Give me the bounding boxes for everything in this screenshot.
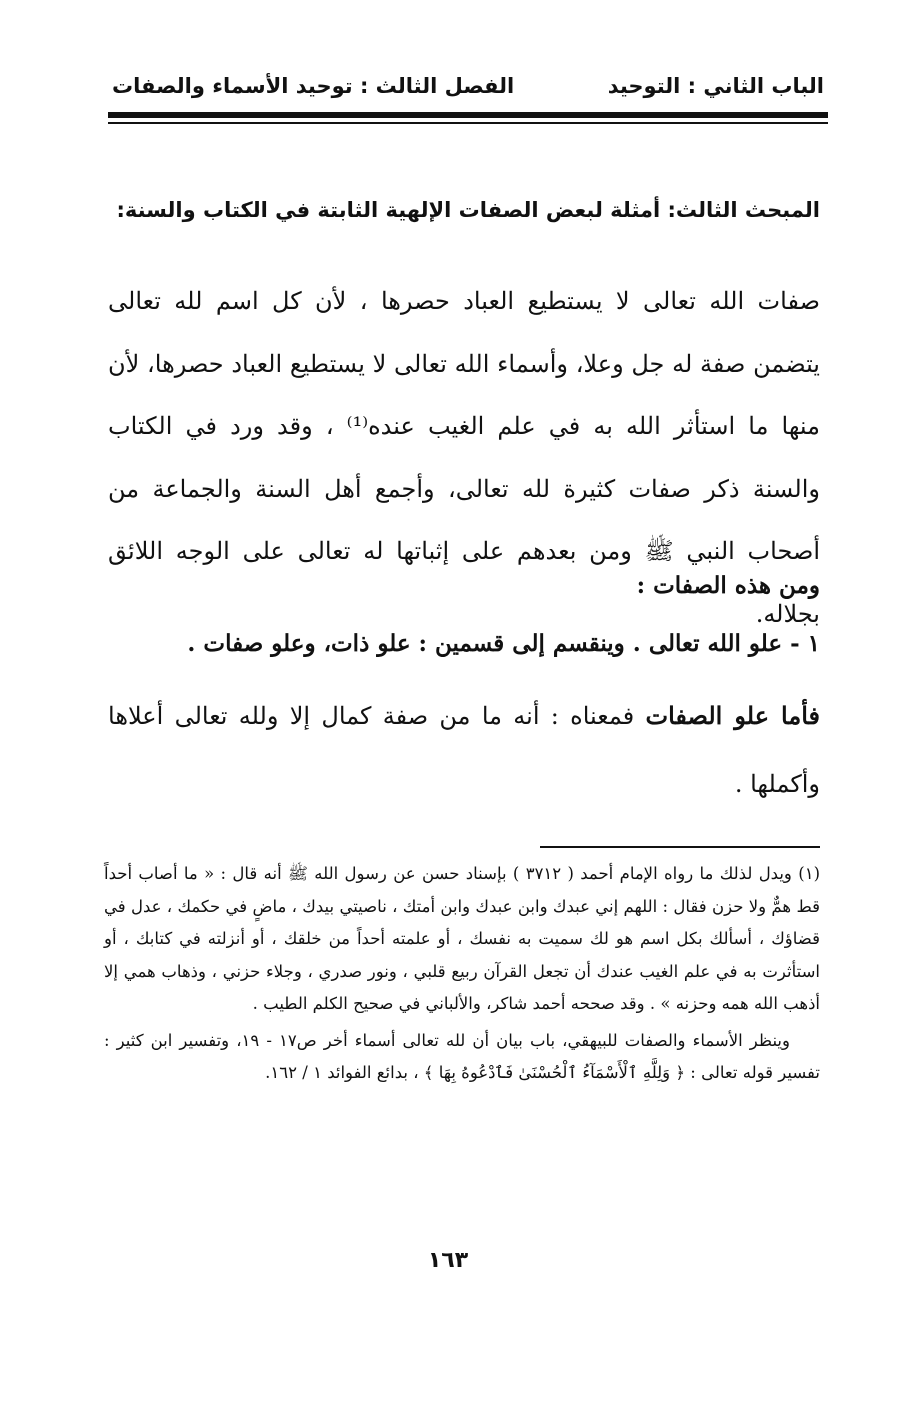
header-chapter: الباب الثاني : التوحيد — [607, 74, 824, 98]
footnotes — [104, 858, 820, 1090]
footnote-separator — [540, 846, 820, 848]
paragraph-2-lead: فأما علو الصفات — [645, 701, 820, 730]
header-rule — [108, 112, 828, 118]
intro-line: ومن هذه الصفات : — [636, 572, 820, 599]
running-header — [112, 62, 824, 110]
paragraph-2-text: فمعناه : أنه ما من صفة كمال إلا ولله تعالى أعلاها وأكملها . — [108, 702, 820, 798]
section-title: المبحث الثالث: أمثلة لبعض الصفات الإلهية الثابتة في الكتاب والسنة: — [116, 198, 820, 222]
header-section: الفصل الثالث : توحيد الأسماء والصفات — [112, 74, 515, 98]
paragraph-1: صفات الله تعالى لا يستطيع العباد حصرها ، لأن كل اسم لله تعالى يتضمن صفة له جل وعلا، وأسماء الله تعالى لا يستطيع العباد حصرها، لأن منها ما استأثر الله به في علم الغيب عنده⁽¹⁾ ، وقد ورد في الكتاب والسنة ذكر صفات كثيرة لله تعالى، وأجمع أهل السنة والجماعة من أصحاب النبي ﷺ ومن بعدهم على إثباتها له تعالى على الوجه اللائق بجلاله. — [108, 287, 821, 628]
list-item-1: ١ - علو الله تعالى . وينقسم إلى قسمين : علو ذات، وعلو صفات . — [187, 630, 820, 657]
footnote-2: وينظر الأسماء والصفات للبيهقي، باب بيان أن لله تعالى أسماء أخر ص١٧ - ١٩، وتفسير ابن كثير : تفسير قوله تعالى : ﴿ وَلِلَّهِ ٱلْأَسْمَآءُ ٱلْحُسْنَىٰ فَٱدْعُوهُ بِهَا ﴾ ، بدائع الفوائد ١ / ١٦٢. — [104, 1030, 820, 1082]
header-rule-thin — [108, 122, 828, 124]
paragraph-2 — [108, 682, 820, 818]
page-number: ١٦٣ — [427, 1248, 469, 1273]
footnote-1: (١) ويدل لذلك ما رواه الإمام أحمد ( ٣٧١٢ ) بإسناد حسن عن رسول الله ﷺ أنه قال : « ما أصاب أحداً قط همٌّ ولا حزن فقال : اللهم إني عبدك وابن عبدك وابن أمتك ، ناصيتي بيدك ، ماضٍ في حكمك ، عدل في قضاؤك ، أسألك بكل اسم هو لك سميت به نفسك ، أو علمته أحداً من خلقك ، أو أنزلته في كتابك ، أو استأثرت به في علم الغيب عندك أن تجعل القرآن ربيع قلبي ، ونور صدري ، وجلاء حزني ، وذهاب همي إلا أذهب الله همه وحزنه » . وقد صححه أحمد شاكر، والألباني في صحيح الكلم الطيب . — [104, 864, 820, 1013]
